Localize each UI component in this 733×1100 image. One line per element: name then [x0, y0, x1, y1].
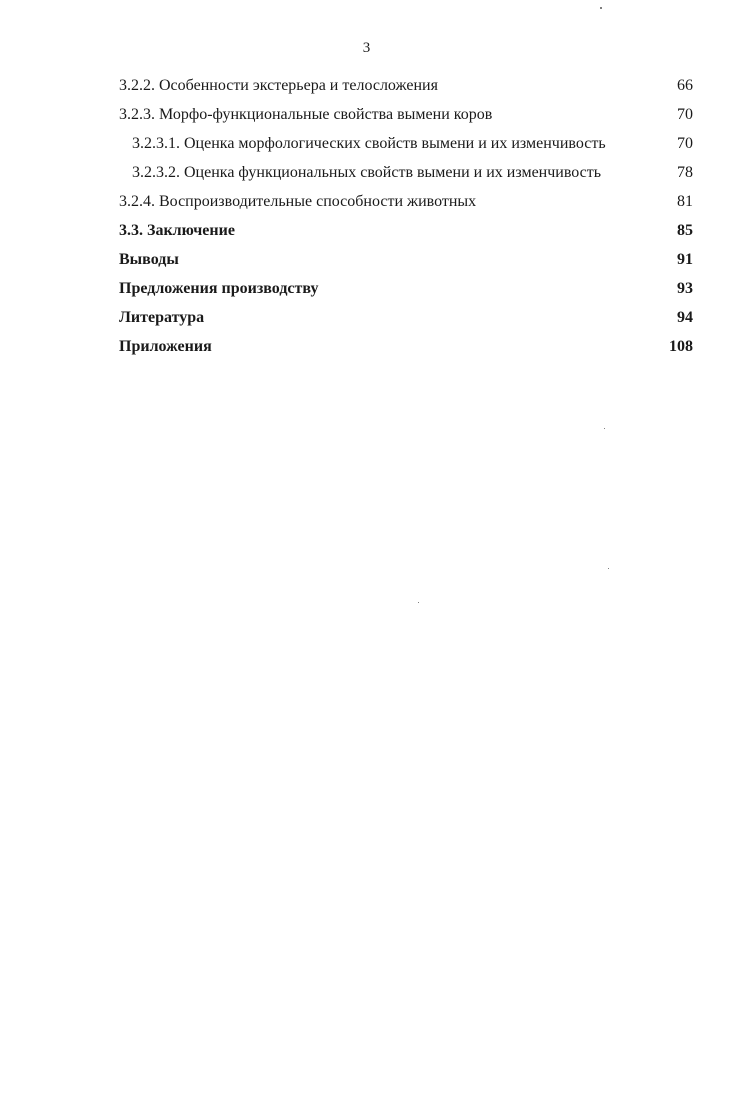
page-number: 3: [362, 40, 371, 56]
toc-entry-page: 70: [677, 106, 693, 123]
scan-speck: [418, 602, 419, 603]
toc-entry: [119, 187, 693, 216]
toc-section: [119, 245, 693, 274]
toc-entry-title: 3.3. Заключение: [119, 222, 235, 239]
table-of-contents: [119, 71, 693, 361]
toc-entry-page: 91: [677, 251, 693, 268]
toc-entry-title: Приложения: [119, 338, 212, 355]
toc-entry-title: 3.2.3. Морфо-функциональные свойства вымени коров: [119, 106, 493, 123]
toc-entry: [119, 71, 693, 100]
toc-section: [119, 216, 693, 245]
toc-section: [119, 303, 693, 332]
toc-entry-page: 93: [677, 280, 693, 297]
scan-speck: [604, 428, 605, 429]
toc-entry-title: Литература: [119, 309, 205, 326]
toc-entry-page: 70: [677, 135, 693, 152]
toc-subentry: [119, 158, 693, 187]
toc-entry-page: 108: [669, 338, 693, 355]
toc-entry-title: Предложения производству: [119, 280, 319, 297]
scan-speck: [600, 7, 602, 9]
scan-speck: [608, 568, 609, 569]
toc-entry-title: 3.2.4. Воспроизводительные способности животных: [119, 193, 477, 210]
toc-entry: [119, 100, 693, 129]
toc-section: [119, 274, 693, 303]
toc-section: [119, 332, 693, 361]
toc-entry-page: 85: [677, 222, 693, 239]
toc-entry-page: 66: [677, 77, 693, 94]
toc-entry-page: 81: [677, 193, 693, 210]
toc-entry-page: 78: [677, 164, 693, 181]
toc-entry-page: 94: [677, 309, 693, 326]
toc-subentry: [119, 129, 693, 158]
toc-entry-title: Выводы: [119, 251, 179, 268]
toc-entry-title: 3.2.3.1. Оценка морфологических свойств вымени и их изменчивость: [132, 135, 606, 152]
toc-entry-title: 3.2.3.2. Оценка функциональных свойств вымени и их изменчивость: [132, 164, 602, 181]
toc-entry-title: 3.2.2. Особенности экстерьера и телосложения: [119, 77, 438, 94]
